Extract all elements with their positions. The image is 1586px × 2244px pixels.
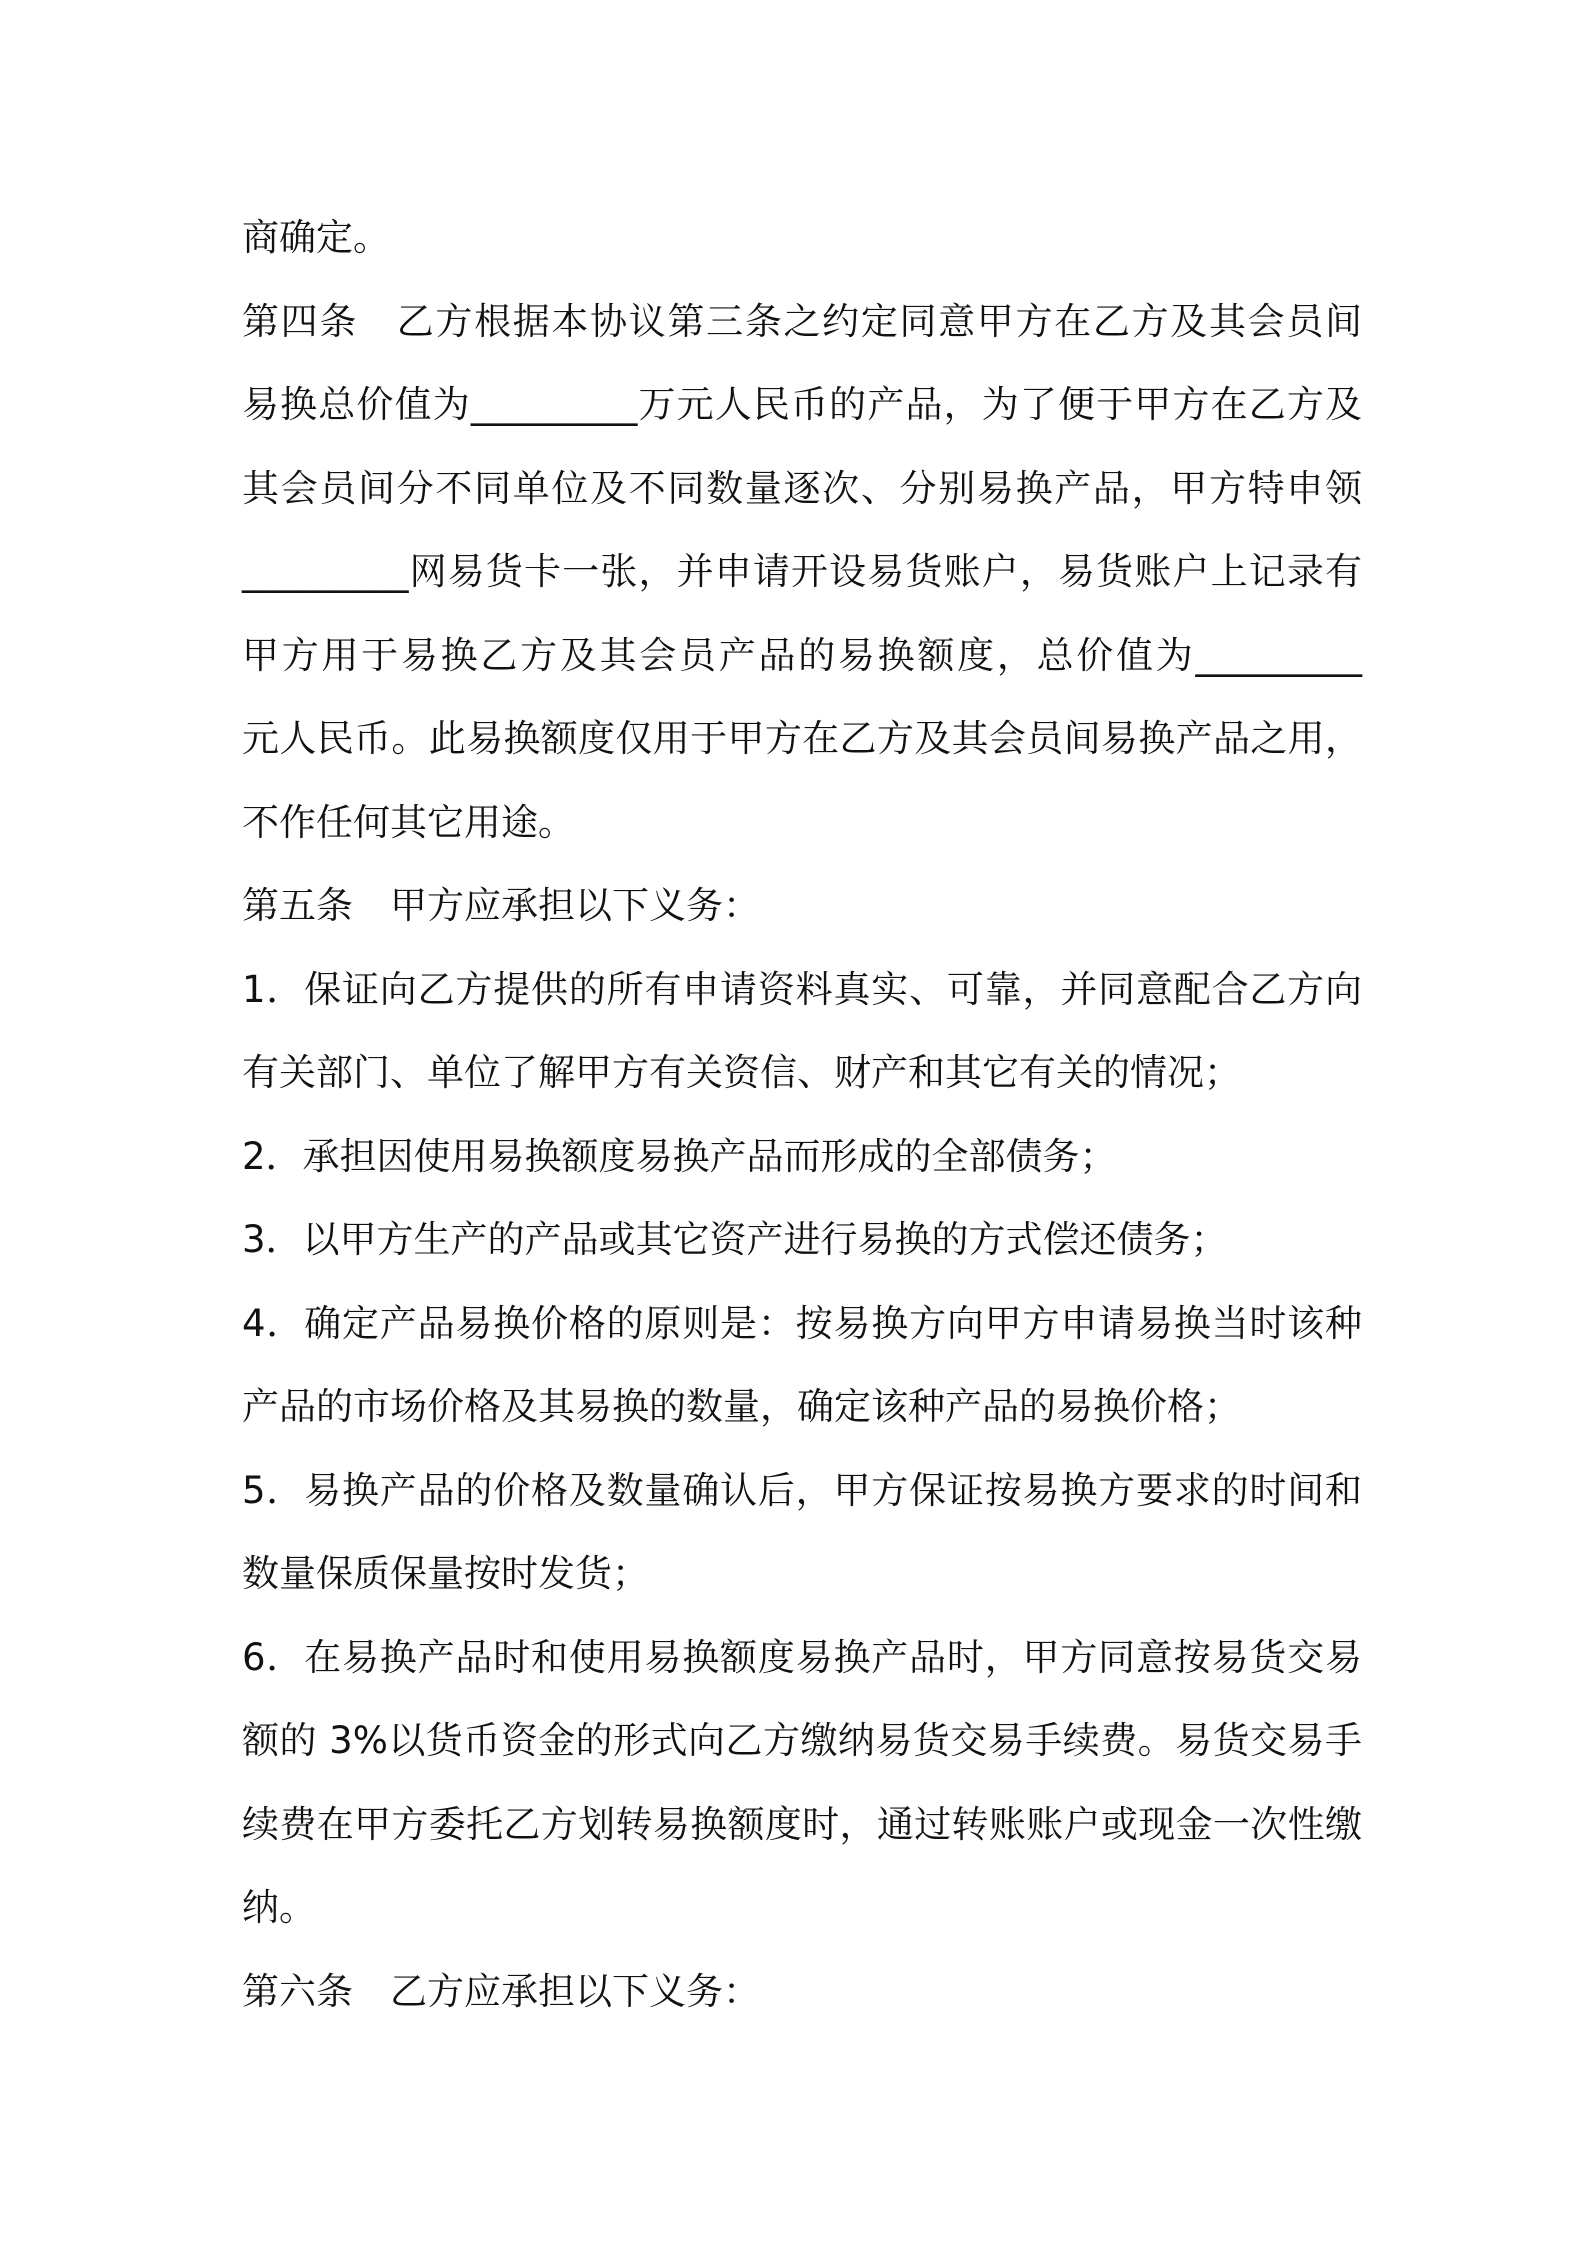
text-line: 3．以甲方生产的产品或其它资产进行易换的方式偿还债务； — [242, 1218, 1228, 1261]
text-line: 第六条 乙方应承担以下义务： — [242, 1969, 760, 2013]
text-line: 第五条 甲方应承担以下义务： — [242, 884, 760, 927]
text-line: 有关部门、单位了解甲方有关资信、财产和其它有关的情况； — [242, 1051, 1241, 1094]
text-line: 6．在易换产品时和使用易换额度易换产品时，甲方同意按易货交易 — [242, 1635, 1362, 1679]
text-line: 1．保证向乙方提供的所有申请资料真实、可靠，并同意配合乙方向 — [242, 967, 1362, 1011]
text-line: 4．确定产品易换价格的原则是：按易换方向甲方申请易换当时该种 — [242, 1301, 1362, 1345]
text-line: 额的 3%以货币资金的形式向乙方缴纳易货交易手续费。易货交易手 — [242, 1719, 1362, 1762]
text-line: 纳。 — [242, 1886, 316, 1929]
text-line: 2．承担因使用易换额度易换产品而形成的全部债务； — [242, 1134, 1117, 1178]
text-line: 5．易换产品的价格及数量确认后，甲方保证按易换方要求的时间和 — [242, 1468, 1362, 1512]
text-line: 产品的市场价格及其易换的数量，确定该种产品的易换价格； — [242, 1385, 1241, 1428]
text-line: 不作任何其它用途。 — [242, 800, 575, 844]
text-line: 易换总价值为_________万元人民币的产品，为了便于甲方在乙方及 — [242, 383, 1362, 426]
text-line: 商确定。 — [242, 216, 390, 259]
text-line: 其会员间分不同单位及不同数量逐次、分别易换产品，甲方特申领 — [242, 466, 1362, 510]
text-line: 甲方用于易换乙方及其会员产品的易换额度，总价值为_________ — [242, 633, 1362, 677]
text-line: 数量保质保量按时发货； — [242, 1552, 649, 1595]
text-line: 第四条 乙方根据本协议第三条之约定同意甲方在乙方及其会员间 — [242, 299, 1362, 343]
text-line: 续费在甲方委托乙方划转易换额度时，通过转账账户或现金一次性缴 — [242, 1802, 1362, 1846]
document-body — [242, 196, 1362, 2033]
text-line: _________网易货卡一张，并申请开设易货账户，易货账户上记录有 — [242, 550, 1362, 593]
text-line: 元人民币。此易换额度仅用于甲方在乙方及其会员间易换产品之用， — [242, 717, 1362, 760]
